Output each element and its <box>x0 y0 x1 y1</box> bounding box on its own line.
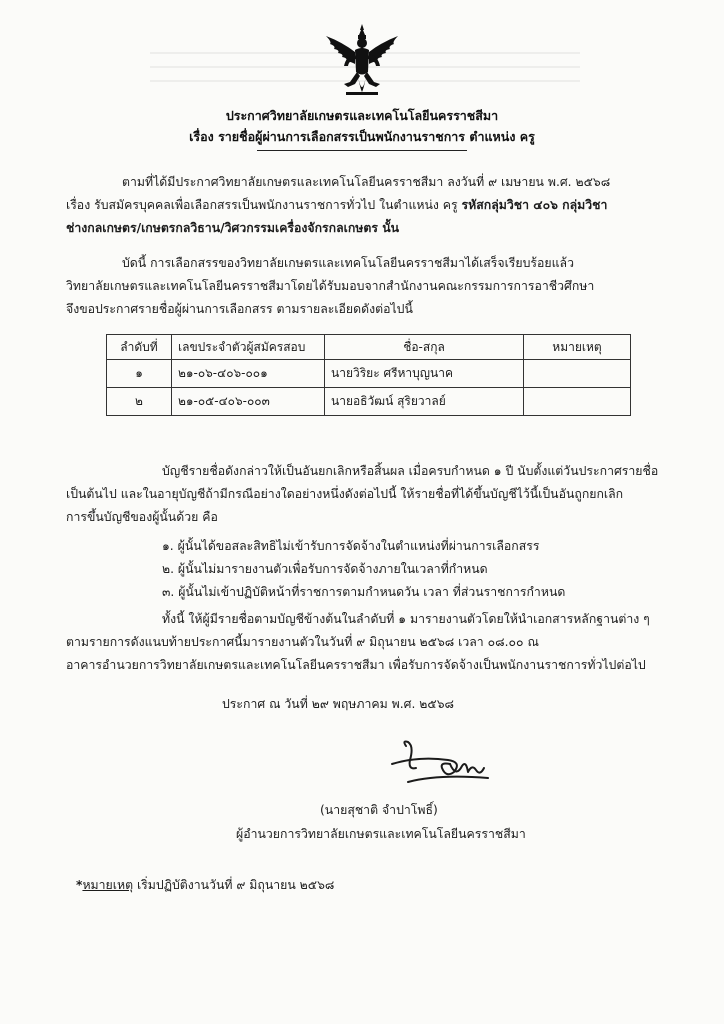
validity-line-2: เป็นต้นไป และในอายุบัญชีถ้ามีกรณีอย่างใดอย่างหนึ่งดังต่อไปนี้ ให้รายชื่อที่ได้ขึ้นบัญชีไว้นี้เป็นอันถูกยกเลิก <box>66 487 624 501</box>
applicant-name: นายอธิวัฒน์ สุริยวาลย์ <box>325 388 524 416</box>
instruction-line-2: ตามรายการดังแนบท้ายประกาศนี้มารายงานตัวในวันที่ ๙ มิถุนายน ๒๕๖๘ เวลา ๐๘.๐๐ ณ <box>66 635 539 649</box>
column-header-note: หมายเหตุ <box>524 335 631 360</box>
body-line-1: บัดนี้ การเลือกสรรของวิทยาลัยเกษตรและเทคโนโลยีนครราชสีมาได้เสร็จเรียบร้อยแล้ว <box>122 256 574 270</box>
validity-line-1: บัญชีรายชื่อดังกล่าวให้เป็นอันยกเลิกหรือสิ้นผล เมื่อครบกำหนด ๑ ปี นับตั้งแต่วันประกาศรายชื่อ <box>162 464 659 478</box>
intro-line-2 <box>66 196 607 215</box>
row-note <box>524 360 631 388</box>
table-row <box>107 360 631 388</box>
intro-line-1: ตามที่ได้มีประกาศวิทยาลัยเกษตรและเทคโนโลยีนครราชสีมา ลงวันที่ ๙ เมษายน พ.ศ. ๒๕๖๘ <box>122 175 611 189</box>
instruction-line-3: อาคารอำนวยการวิทยาลัยเกษตรและเทคโนโลยีนครราชสีมา เพื่อรับการจัดจ้างเป็นพนักงานราชการทั่วไปต่อไป <box>66 658 646 672</box>
subject-group-code: รหัสกลุ่มวิชา ๔๐๖ กลุ่มวิชา <box>461 198 608 212</box>
body-line-3: จึงขอประกาศรายชื่อผู้ผ่านการเลือกสรร ตามรายละเอียดดังต่อไปนี้ <box>66 302 413 316</box>
column-header-name: ชื่อ-สกุล <box>325 335 524 360</box>
body-line-2: วิทยาลัยเกษตรและเทคโนโลยีนครราชสีมาโดยได้รับมอบจากสำนักงานคณะกรรมการการอาชีวศึกษา <box>66 279 595 293</box>
row-note <box>524 388 631 416</box>
condition-item: ๓. ผู้นั้นไม่เข้าปฏิบัติหน้าที่ราชการตามกำหนดวัน เวลา ที่ส่วนราชการกำหนด <box>162 585 566 599</box>
announcement-date: ประกาศ ณ วันที่ ๒๙ พฤษภาคม พ.ศ. ๒๕๖๘ <box>222 697 454 711</box>
announcement-title: ประกาศวิทยาลัยเกษตรและเทคโนโลยีนครราชสีมา <box>225 108 499 123</box>
row-number: ๑ <box>107 360 172 388</box>
signatory-position: ผู้อำนวยการวิทยาลัยเกษตรและเทคโนโลยีนครราชสีมา <box>236 827 526 841</box>
table-header-row <box>107 335 631 360</box>
instruction-line-1: ทั้งนี้ ให้ผู้มีรายชื่อตามบัญชีข้างต้นในลำดับที่ ๑ มารายงานตัวโดยให้นำเอกสารหลักฐานต่าง ๆ <box>162 612 650 626</box>
condition-item: ๒. ผู้นั้นไม่มารายงานตัวเพื่อรับการจัดจ้างภายในเวลาที่กำหนด <box>162 562 488 576</box>
column-header-applicant-id: เลขประจำตัวผู้สมัครสอบ <box>172 335 325 360</box>
signature-image <box>388 738 498 792</box>
footnote-text: เริ่มปฏิบัติงานวันที่ ๙ มิถุนายน ๒๕๖๘ <box>133 878 335 892</box>
candidates-table <box>106 334 631 416</box>
table-row <box>107 388 631 416</box>
validity-line-3: การขึ้นบัญชีของผู้นั้นด้วย คือ <box>66 510 218 524</box>
intro-line-3: ช่างกลเกษตร/เกษตรกลวิธาน/วิศวกรรมเครื่องจักรกลเกษตร นั้น <box>66 221 400 235</box>
header-divider <box>257 150 467 151</box>
row-number: ๒ <box>107 388 172 416</box>
applicant-name: นายวิริยะ ศรีหาบุญนาค <box>325 360 524 388</box>
applicant-id: ๒๑-๐๕-๔๐๖-๐๐๓ <box>172 388 325 416</box>
garuda-emblem-icon <box>322 22 402 100</box>
applicant-id: ๒๑-๐๖-๔๐๖-๐๐๑ <box>172 360 325 388</box>
announcement-subject: เรื่อง รายชื่อผู้ผ่านการเลือกสรรเป็นพนักงานราชการ ตำแหน่ง ครู <box>189 129 535 144</box>
footnote-star: * <box>76 878 83 892</box>
footnote-label: หมายเหตุ <box>82 878 134 892</box>
intro-line-2-text: เรื่อง รับสมัครบุคคลเพื่อเลือกสรรเป็นพนักงานราชการทั่วไป ในตำแหน่ง ครู <box>66 198 462 212</box>
footnote <box>76 876 334 895</box>
column-header-no: ลำดับที่ <box>107 335 172 360</box>
condition-item: ๑. ผู้นั้นได้ขอสละสิทธิไม่เข้ารับการจัดจ้างในตำแหน่งที่ผ่านการเลือกสรร <box>162 539 540 553</box>
signatory-name: (นายสุชาติ จำปาโพธิ์) <box>320 803 438 817</box>
